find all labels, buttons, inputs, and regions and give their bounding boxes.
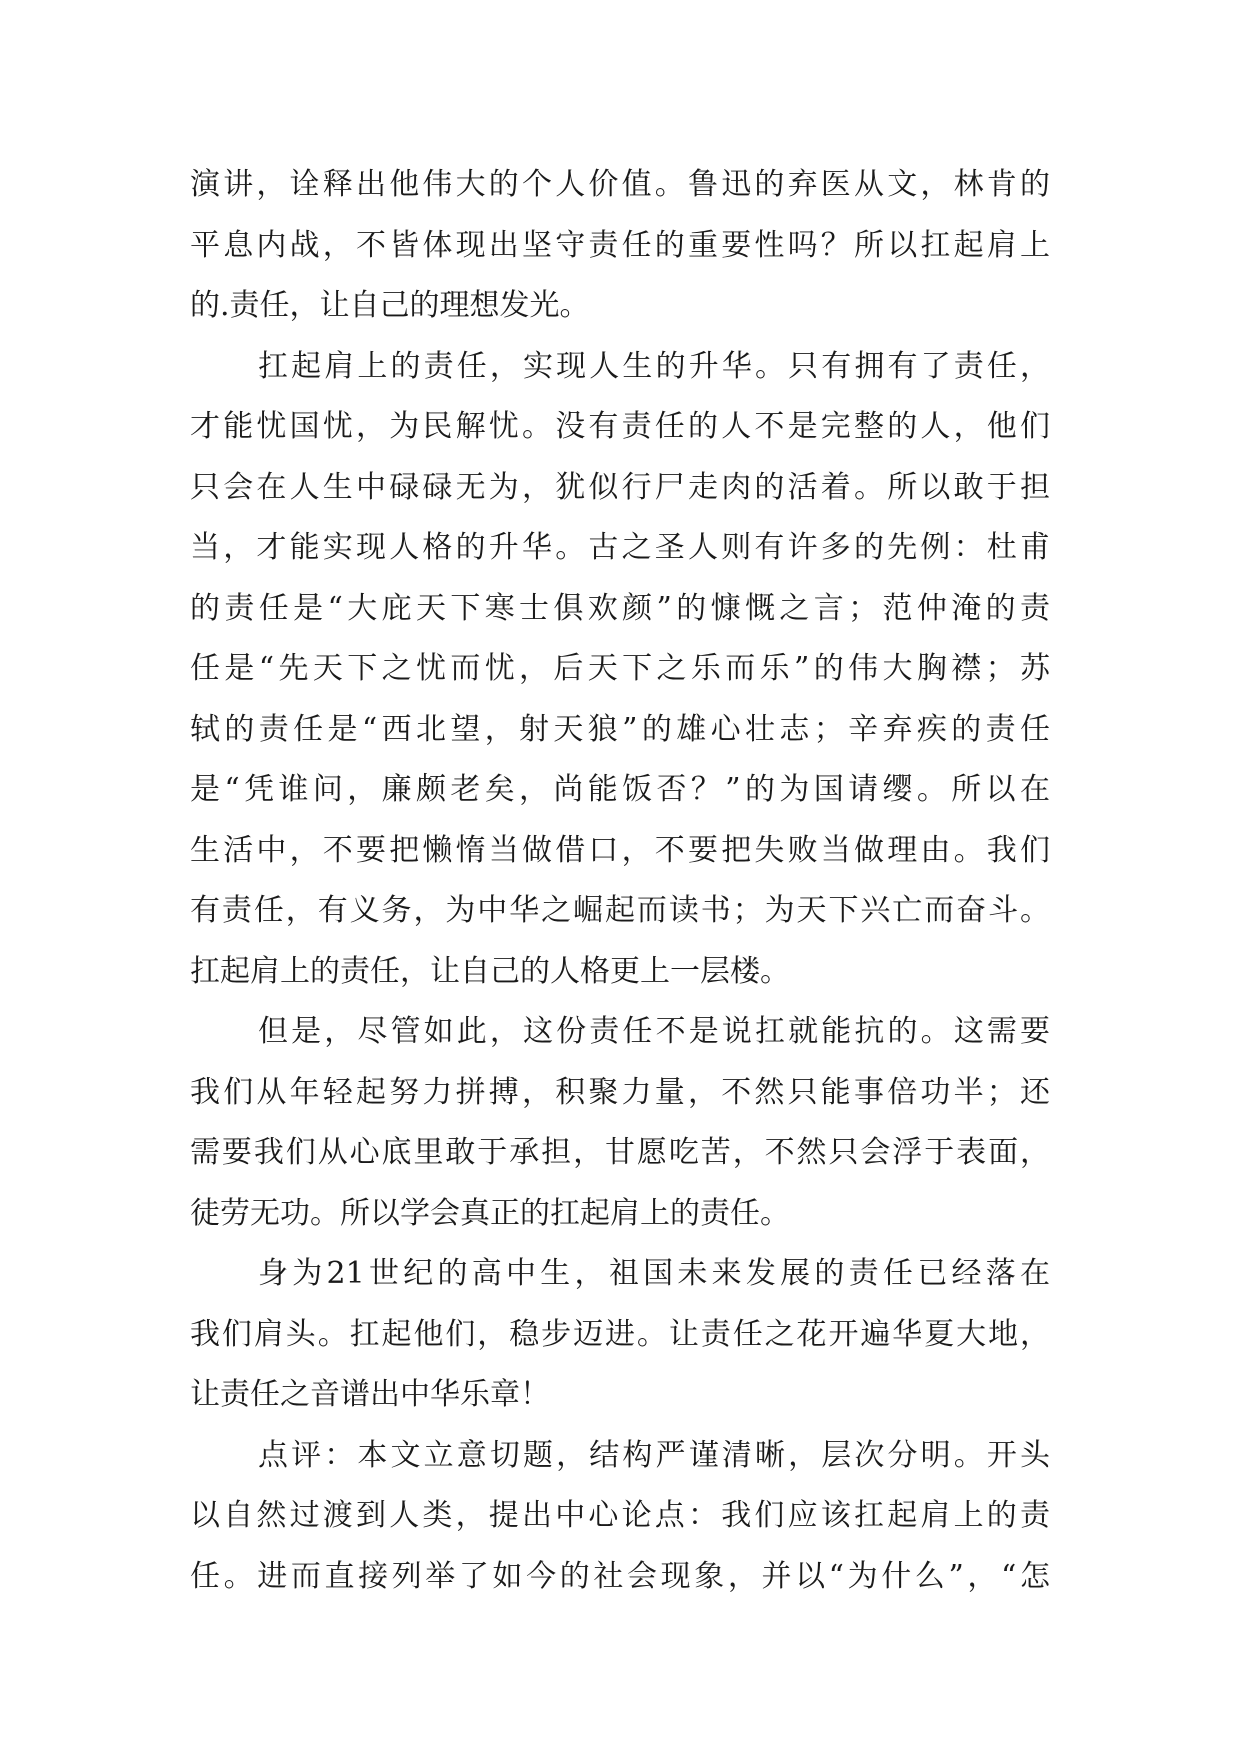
paragraph-first-line: 身为21世纪的高中生，祖国未来发展的责任已经落在 <box>258 1256 1050 1291</box>
paragraph-first-line: 点评：本文立意切题，结构严谨清晰，层次分明。开头 <box>258 1437 1050 1473</box>
text-line: 轼的责任是“西北望，射天狼”的雄心壮志；辛弃疾的责任 <box>190 711 1050 747</box>
text-line: 演讲，诠释出他伟大的个人价值。鲁迅的弃医从文，林肯的 <box>190 167 1050 202</box>
text-line: 需要我们从心底里敢于承担，甘愿吃苦，不然只会浮于表面， <box>190 1135 1050 1170</box>
document-body <box>190 155 1050 1607</box>
text-line: 让责任之音谱出中华乐章！ <box>190 1377 550 1412</box>
text-line: 徒劳无功。所以学会真正的扛起肩上的责任。 <box>190 1195 790 1231</box>
paragraph-first-line: 但是，尽管如此，这份责任不是说扛就能抗的。这需要 <box>258 1014 1050 1049</box>
text-line: 任是“先天下之忧而忧，后天下之乐而乐”的伟大胸襟；苏 <box>190 651 1050 686</box>
text-line: 当，才能实现人格的升华。古之圣人则有许多的先例：杜甫 <box>190 530 1050 565</box>
text-line: 以自然过渡到人类，提出中心论点：我们应该扛起肩上的责 <box>190 1498 1050 1533</box>
text-line: 任。进而直接列举了如今的社会现象，并以“为什么”，“怎 <box>190 1558 1050 1594</box>
text-line: 的责任是“大庇天下寒士俱欢颜”的慷慨之言；范仲淹的责 <box>190 590 1050 626</box>
text-line: 生活中，不要把懒惰当做借口，不要把失败当做理由。我们 <box>190 832 1050 868</box>
text-line: 只会在人生中碌碌无为，犹似行尸走肉的活着。所以敢于担 <box>190 469 1050 505</box>
text-line: 是“凭谁问，廉颇老矣，尚能饭否？”的为国请缨。所以在 <box>190 772 1050 807</box>
text-line: 扛起肩上的责任，让自己的人格更上一层楼。 <box>190 953 790 989</box>
text-line: 才能忧国忧，为民解忧。没有责任的人不是完整的人，他们 <box>190 409 1050 444</box>
text-line: 平息内战，不皆体现出坚守责任的重要性吗？所以扛起肩上 <box>190 227 1050 263</box>
text-line: 的.责任，让自己的理想发光。 <box>190 288 590 323</box>
text-line: 我们肩头。扛起他们，稳步迈进。让责任之花开遍华夏大地， <box>190 1316 1050 1352</box>
text-line: 有责任，有义务，为中华之崛起而读书；为天下兴亡而奋斗。 <box>190 893 1050 928</box>
text-line: 我们从年轻起努力拼搏，积聚力量，不然只能事倍功半；还 <box>190 1074 1050 1110</box>
paragraph-first-line: 扛起肩上的责任，实现人生的升华。只有拥有了责任， <box>258 348 1050 384</box>
